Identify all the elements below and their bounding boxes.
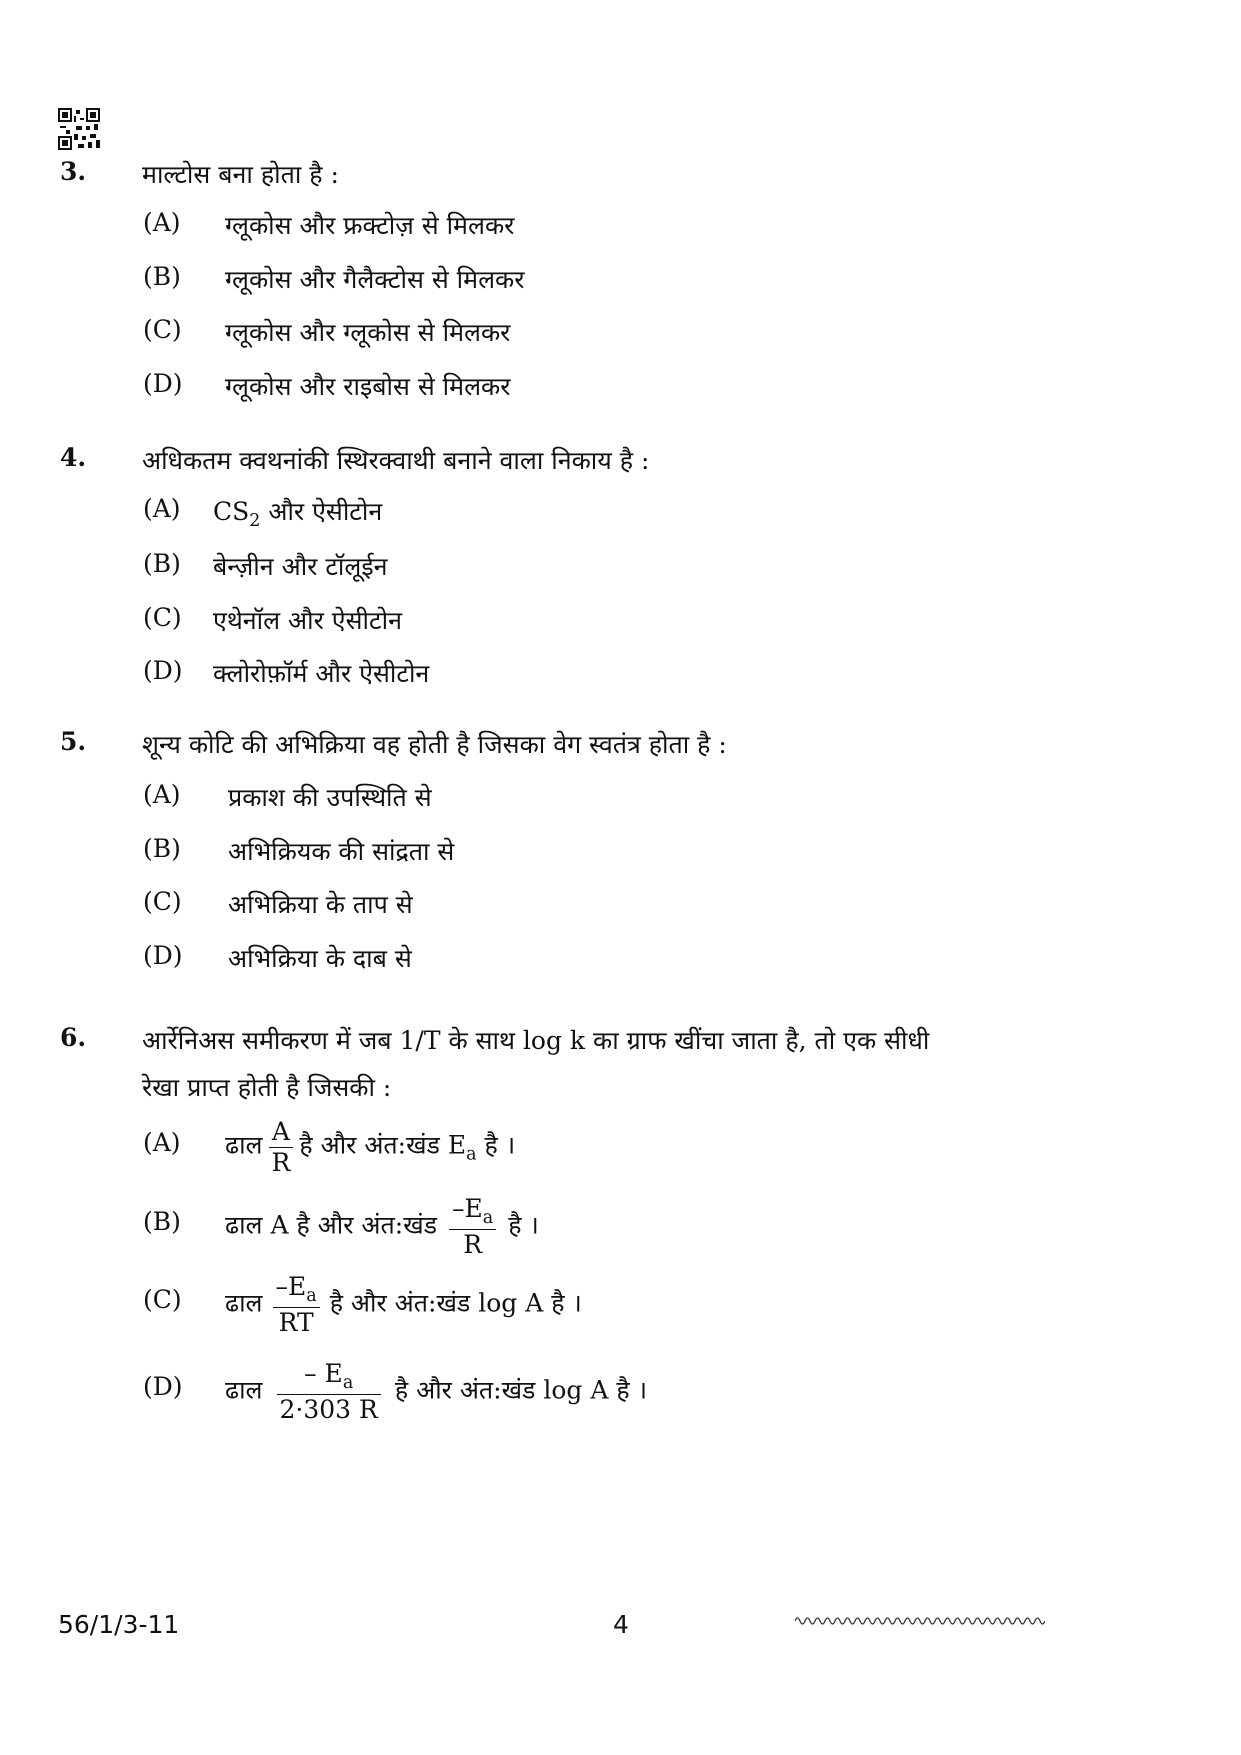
option-text: प्रकाश की उपस्थिति से xyxy=(228,783,432,812)
question-text-line1: आर्रेनिअस समीकरण में जब 1/T के साथ log k का ग्राफ खींचा जाता है, तो एक सीधी xyxy=(142,1026,930,1055)
option-text: एथेनॉल और ऐसीटोन xyxy=(213,606,402,635)
option-text: ग्लूकोस और ग्लूकोस से मिलकर xyxy=(225,318,511,347)
qr-code xyxy=(58,108,100,150)
question-number: 3. xyxy=(60,157,87,186)
option-text: बेन्ज़ीन और टॉलूईन xyxy=(213,552,388,581)
option-text: ग्लूकोस और गैलैक्टोस से मिलकर xyxy=(225,265,525,294)
formula: CS xyxy=(213,497,250,526)
option-text: अभिक्रिया के दाब से xyxy=(228,944,412,973)
option-label: (C) xyxy=(143,315,182,344)
question-number: 5. xyxy=(60,727,87,756)
question-text: शून्य कोटि की अभिक्रिया वह होती है जिसका वेग स्वतंत्र होता है : xyxy=(142,730,727,759)
option-label: (A) xyxy=(143,1128,181,1157)
fraction-denominator: R xyxy=(463,1230,483,1260)
option-text: और ऐसीटोन xyxy=(260,497,383,526)
question-text: अधिकतम क्वथनांकी स्थिरक्वाथी बनाने वाला निकाय है : xyxy=(142,446,650,475)
subscript: a xyxy=(342,1373,354,1394)
subscript: a xyxy=(466,1144,477,1165)
option-text: है और अंत:खंड E xyxy=(299,1130,467,1160)
option-text: है । xyxy=(508,1210,539,1240)
fraction-numerator: A xyxy=(269,1118,294,1148)
option-label: (D) xyxy=(143,369,183,398)
option-text: ग्लूकोस और फ्रक्टोज़ से मिलकर xyxy=(225,211,515,240)
subscript: a xyxy=(306,1286,317,1307)
paper-code: 56/1/3-11 xyxy=(58,1610,180,1639)
option-label: (D) xyxy=(143,1372,183,1401)
option-label: (C) xyxy=(143,1285,182,1314)
question-number: 4. xyxy=(60,443,87,472)
option-label: (C) xyxy=(143,603,182,632)
fraction-numerator: – E xyxy=(304,1359,343,1388)
option-text: ढाल xyxy=(225,1375,263,1405)
subscript: a xyxy=(482,1208,494,1229)
option-label: (C) xyxy=(143,887,182,916)
page-number: 4 xyxy=(613,1610,629,1639)
option-label: (D) xyxy=(143,941,183,970)
option-text: अभिक्रिया के ताप से xyxy=(228,890,413,919)
question-number: 6. xyxy=(60,1023,87,1052)
fraction-denominator: R xyxy=(271,1147,291,1177)
option-label: (D) xyxy=(143,656,183,685)
option-label: (A) xyxy=(143,208,181,237)
option-label: (B) xyxy=(143,549,181,578)
subscript: 2 xyxy=(249,511,261,532)
fraction xyxy=(277,1360,381,1424)
option-text: अभिक्रियक की सांद्रता से xyxy=(228,837,455,866)
option-label: (B) xyxy=(143,834,181,863)
option-text: ढाल A है और अंत:खंड xyxy=(225,1210,438,1240)
option-text: है । xyxy=(476,1130,516,1160)
option-text: है और अंत:खंड log A है । xyxy=(329,1288,582,1318)
fraction xyxy=(449,1195,496,1259)
option-label: (A) xyxy=(143,780,181,809)
question-text-line2: रेखा प्राप्त होती है जिसकी : xyxy=(142,1073,392,1102)
wavy-line-decoration xyxy=(795,1614,1045,1628)
option-text: ढाल xyxy=(225,1288,263,1318)
question-text: माल्टोस बना होता है : xyxy=(142,160,339,189)
option-text: ढाल xyxy=(225,1130,263,1160)
fraction xyxy=(273,1273,320,1337)
option-text: क्लोरोफ़ॉर्म और ऐसीटोन xyxy=(213,659,430,688)
fraction-denominator: RT xyxy=(278,1308,314,1338)
option-text: है और अंत:खंड log A है । xyxy=(394,1375,648,1405)
fraction-denominator: 2·303 R xyxy=(279,1395,378,1425)
option-text: ग्लूकोस और राइबोस से मिलकर xyxy=(225,372,511,401)
option-label: (B) xyxy=(143,262,181,291)
fraction-numerator: –E xyxy=(452,1194,483,1223)
fraction-numerator: –E xyxy=(275,1272,307,1301)
option-label: (A) xyxy=(143,494,181,523)
fraction xyxy=(269,1118,294,1176)
option-label: (B) xyxy=(143,1207,181,1236)
